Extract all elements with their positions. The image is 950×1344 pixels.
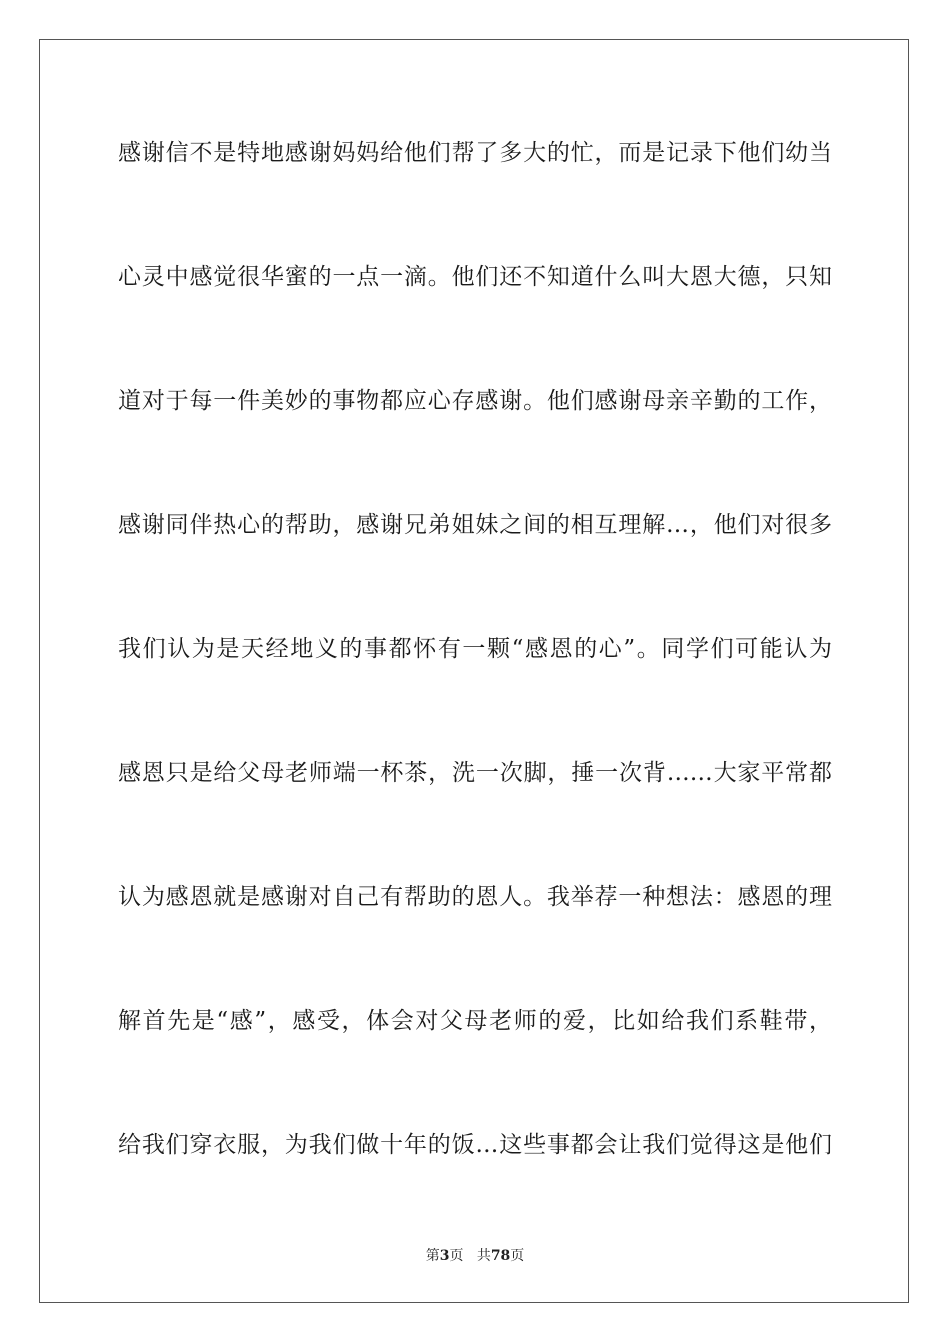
text-line: 感恩只是给父母老师端一杯茶，洗一次脚，捶一次背……大家平常都 xyxy=(118,760,832,786)
total-pages: 78 xyxy=(490,1248,511,1264)
text-line: 感谢同伴热心的帮助，感谢兄弟姐妹之间的相互理解…，他们对很多 xyxy=(118,512,832,538)
page-label-prefix: 第 xyxy=(425,1248,440,1264)
total-label-suffix: 页 xyxy=(510,1248,525,1264)
text-line: 我们认为是天经地义的事都怀有一颗“感恩的心”。同学们可能认为 xyxy=(118,636,832,662)
text-line: 认为感恩就是感谢对自己有帮助的恩人。我举荐一种想法：感恩的理 xyxy=(118,884,832,910)
text-line: 道对于每一件美妙的事物都应心存感谢。他们感谢母亲辛勤的工作， xyxy=(118,388,832,414)
text-line: 给我们穿衣服，为我们做十年的饭…这些事都会让我们觉得这是他们 xyxy=(118,1132,832,1158)
page-number: 3 xyxy=(439,1248,450,1264)
page-border xyxy=(39,39,909,1303)
total-label-prefix: 共 xyxy=(476,1248,491,1264)
text-line: 心灵中感觉很华蜜的一点一滴。他们还不知道什么叫大恩大德，只知 xyxy=(118,264,832,290)
text-line: 解首先是“感”，感受，体会对父母老师的爱，比如给我们系鞋带， xyxy=(118,1008,832,1034)
text-line: 感谢信不是特地感谢妈妈给他们帮了多大的忙，而是记录下他们幼当 xyxy=(118,140,832,166)
page-label-suffix: 页 xyxy=(449,1248,464,1264)
page-footer xyxy=(0,1247,950,1265)
